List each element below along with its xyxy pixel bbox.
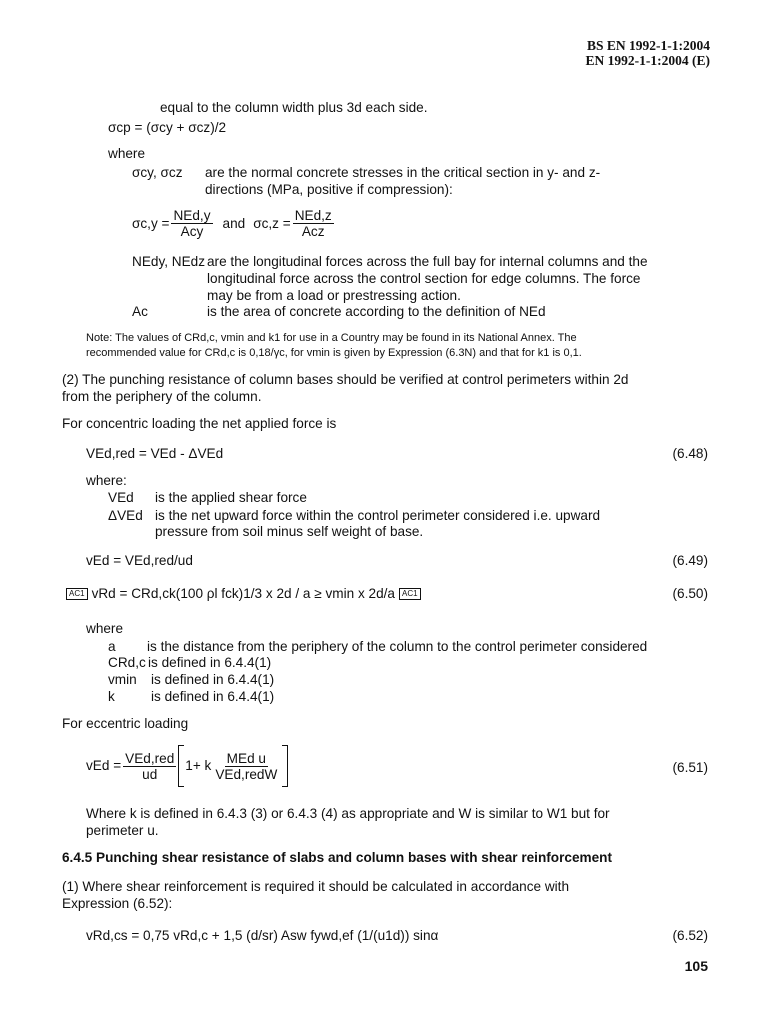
n-desc-1: are the longitudinal forces across the full bay for internal columns and the — [207, 254, 648, 269]
where648-label: where: — [86, 473, 127, 488]
section-heading: 6.4.5 Punching shear resistance of slabs and column bases with shear reinforcement — [62, 850, 612, 865]
sigma-term: σcy, σcz — [132, 165, 183, 180]
eq-651-inner-numerator: MEd u — [226, 750, 266, 766]
f1-lhs: σc,y = — [132, 215, 170, 231]
f2-numerator: NEd,z — [294, 208, 332, 223]
eq-651-fraction — [123, 751, 176, 782]
eq-652-number: (6.52) — [672, 928, 708, 943]
where650-term-1: a — [108, 639, 116, 654]
eq-650-row — [62, 586, 425, 602]
where648-desc-3: pressure from soil minus self weight of base. — [155, 524, 424, 539]
eq-651-row — [86, 745, 288, 787]
where650-label: where — [86, 621, 124, 636]
eq-651-denominator: ud — [142, 766, 158, 782]
f1-numerator: NEd,y — [173, 208, 211, 223]
sigma-desc-2: directions (MPa, positive if compression): — [205, 182, 453, 197]
eq-648-expression: VEd,red = VEd - ΔVEd — [86, 446, 224, 461]
sigma-fraction-formulas — [132, 208, 336, 239]
para2-line-2: from the periphery of the column. — [62, 389, 262, 404]
where-label: where — [108, 146, 146, 161]
where650-desc-3: is defined in 6.4.4(1) — [151, 672, 275, 687]
eq-651-inner-fraction — [213, 751, 279, 782]
f2-denominator: Acz — [301, 224, 325, 239]
standard-code-line2: EN 1992-1-1:2004 (E) — [585, 53, 710, 68]
after651-line-2: perimeter u. — [86, 823, 159, 838]
where650-term-2: CRd,c — [108, 655, 146, 670]
where648-desc-1: is the applied shear force — [155, 490, 307, 505]
where648-desc-2: is the net upward force within the control perimeter considered i.e. upward — [155, 508, 601, 523]
where650-term-4: k — [108, 689, 115, 704]
n-term: NEdy, NEdz — [132, 254, 206, 269]
f1-denominator: Acy — [180, 224, 204, 239]
ac-desc: is the area of concrete according to the definition of NEd — [207, 304, 546, 319]
and-word: and — [222, 215, 246, 231]
n-desc-3: may be from a load or prestressing action. — [207, 288, 461, 303]
sigma-desc-1: are the normal concrete stresses in the critical section in y- and z- — [205, 165, 601, 180]
eq-649-number: (6.49) — [672, 553, 708, 568]
eq-651-bracket — [178, 745, 288, 787]
eq-651-inner-denominator: VEd,redW — [215, 766, 278, 782]
para2-line-3: For concentric loading the net applied force is — [62, 416, 337, 431]
section-para-line-2: Expression (6.52): — [62, 896, 173, 911]
section-para-line-1: (1) Where shear reinforcement is required it should be calculated in accordance with — [62, 879, 569, 894]
ac-term: Ac — [132, 304, 148, 319]
eccentric-loading-label: For eccentric loading — [62, 716, 189, 731]
para2-line-1: (2) The punching resistance of column bases should be verified at control perimeters within 2d — [62, 372, 629, 387]
eq-649-expression: vEd = VEd,red/ud — [86, 553, 193, 568]
f2-lhs: σc,z = — [253, 215, 291, 231]
where650-term-3: vmin — [108, 672, 137, 687]
eq-651-inner: 1+ k — [185, 758, 212, 773]
eq-648-number: (6.48) — [672, 446, 708, 461]
page-number: 105 — [684, 958, 708, 974]
f2-fraction — [293, 208, 334, 239]
eq-651-numerator: VEd,red — [125, 750, 175, 766]
eq-651-lhs: vEd = — [86, 758, 122, 773]
ac1-close-marker: AC1 — [399, 588, 421, 600]
note-line-2: recommended value for CRd,c is 0,18/γc, for vmin is given by Expression (6.3N) and that for k1 is 0,1. — [86, 347, 582, 359]
ac1-open-marker: AC1 — [66, 588, 88, 600]
where650-desc-4: is defined in 6.4.4(1) — [151, 689, 275, 704]
sigma-cp-formula: σcp = (σcy + σcz)/2 — [108, 120, 227, 135]
eq-650-number: (6.50) — [672, 586, 708, 601]
where648-term-1: VEd — [108, 490, 134, 505]
intro-line: equal to the column width plus 3d each side. — [160, 100, 428, 115]
f1-fraction — [171, 208, 212, 239]
eq-651-number: (6.51) — [672, 760, 708, 775]
note-line-1: Note: The values of CRd,c, vmin and k1 for use in a Country may be found in its National Annex. The — [86, 332, 577, 344]
where650-desc-1: is the distance from the periphery of the column to the control perimeter considered — [147, 639, 648, 654]
after651-line-1: Where k is defined in 6.4.3 (3) or 6.4.3 (4) as appropriate and W is similar to W1 but for — [86, 806, 610, 821]
eq-652-expression: vRd,cs = 0,75 vRd,c + 1,5 (d/sr) Asw fywd,ef (1/(u1d)) sinα — [86, 928, 439, 943]
where650-desc-2: is defined in 6.4.4(1) — [148, 655, 272, 670]
standard-code-line1: BS EN 1992-1-1:2004 — [586, 38, 710, 53]
where648-term-2: ΔVEd — [108, 508, 143, 523]
eq-650-expression: vRd = CRd,ck(100 ρl fck)1/3 x 2d / a ≥ vmin x 2d/a — [91, 586, 395, 601]
n-desc-2: longitudinal force across the control section for edge columns. The force — [207, 271, 641, 286]
